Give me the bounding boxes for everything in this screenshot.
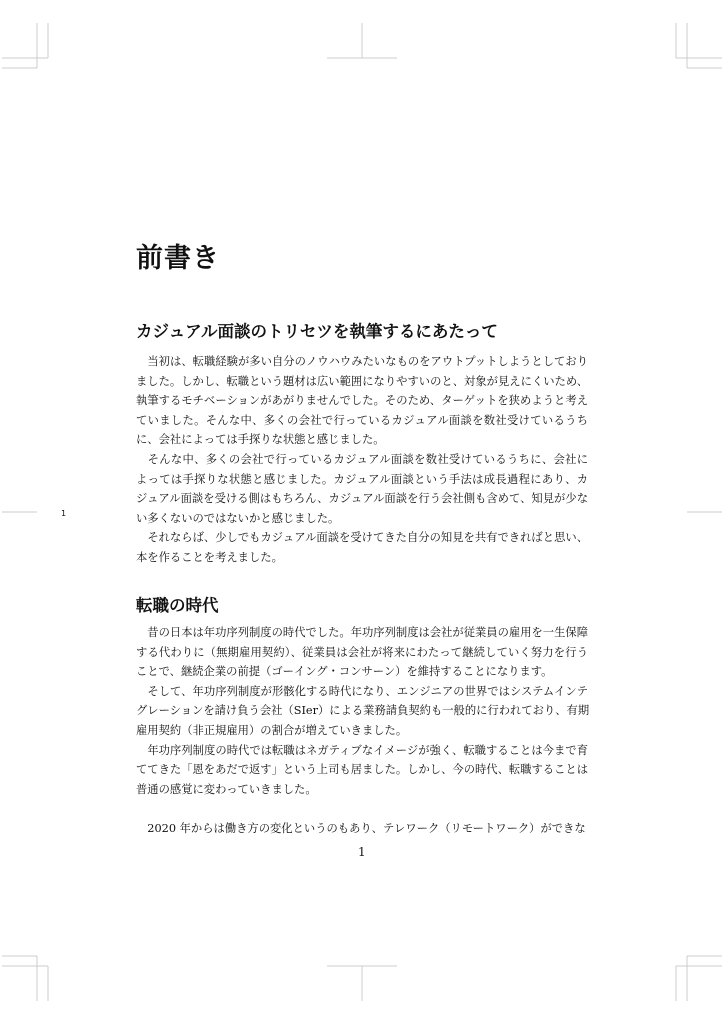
section-heading-1: カジュアル面談のトリセツを執筆するにあたって — [136, 322, 498, 341]
page-number: 1 — [358, 845, 366, 859]
text-line: そして、年功序列制度が形骸化する時代になり、エンジニアの世界ではシステムインテ — [136, 684, 588, 698]
text-line: 普通の感覚に変わっていきました。 — [136, 782, 317, 796]
section-2-body — [136, 623, 588, 839]
text-line — [136, 799, 588, 819]
text-line: 2020 年からは働き方の変化というのもあり、テレワーク（リモートワーク）ができな — [136, 821, 586, 835]
text-line: ジュアル面談を受ける側はもちろん、カジュアル面談を行う会社側も含めて、知見が少な — [136, 492, 588, 506]
text-line: する代わりに（無期雇用契約）、従業員は会社が将来にわたって継続していく努力を行う — [136, 645, 588, 659]
text-line: よっては手探りな状態と感じました。カジュアル面談という手法は成長過程にあり、カ — [136, 472, 588, 486]
text-line: に、会社によっては手探りな状態と感じました。 — [136, 433, 385, 447]
text-line: 昔の日本は年功序列制度の時代でした。年功序列制度は会社が従業員の雇用を一生保障 — [136, 626, 588, 639]
text-line: 本を作ることを考えました。 — [136, 550, 283, 564]
text-line: ました。しかし、転職という題材は広い範囲になりやすいのと、対象が見えにくいため、 — [136, 374, 588, 388]
margin-page-number: 1 — [61, 509, 67, 518]
text-line: 執筆するモチベーションがあがりませんでした。そのため、ターゲットを狭めようと考え — [136, 394, 588, 408]
text-line: 雇用契約（非正規雇用）の割合が増えていきました。 — [136, 723, 408, 737]
text-line: ててきた「恩をあだで返す」という上司も居ました。しかし、今の時代、転職することは — [136, 763, 588, 777]
section-heading-2: 転職の時代 — [136, 596, 219, 615]
section-1-body — [136, 352, 588, 568]
text-line: ていました。そんな中、多くの会社で行っているカジュアル面談を数社受けているうち — [136, 413, 588, 427]
text-line: い多くないのではないかと感じました。 — [136, 511, 340, 525]
text-line: そんな中、多くの会社で行っているカジュアル面談を数社受けているうちに、会社に — [136, 452, 588, 466]
text-line: 年功序列制度の時代では転職はネガティブなイメージが強く、転職することは今まで育 — [136, 743, 588, 757]
page-title: 前書き — [136, 243, 220, 274]
text-line: 当初は、転職経験が多い自分のノウハウみたいなものをアウトプットしようとしており — [136, 355, 588, 368]
text-line: ことで、継続企業の前提（ゴーイング・コンサーン）を維持することになります。 — [136, 665, 553, 679]
text-line: それならば、少しでもカジュアル面談を受けてきた自分の知見を共有できればと思い、 — [136, 531, 588, 545]
text-line: グレーションを請け負う会社（SIer）による業務請負契約も一般的に行われており、有期 — [136, 704, 590, 718]
